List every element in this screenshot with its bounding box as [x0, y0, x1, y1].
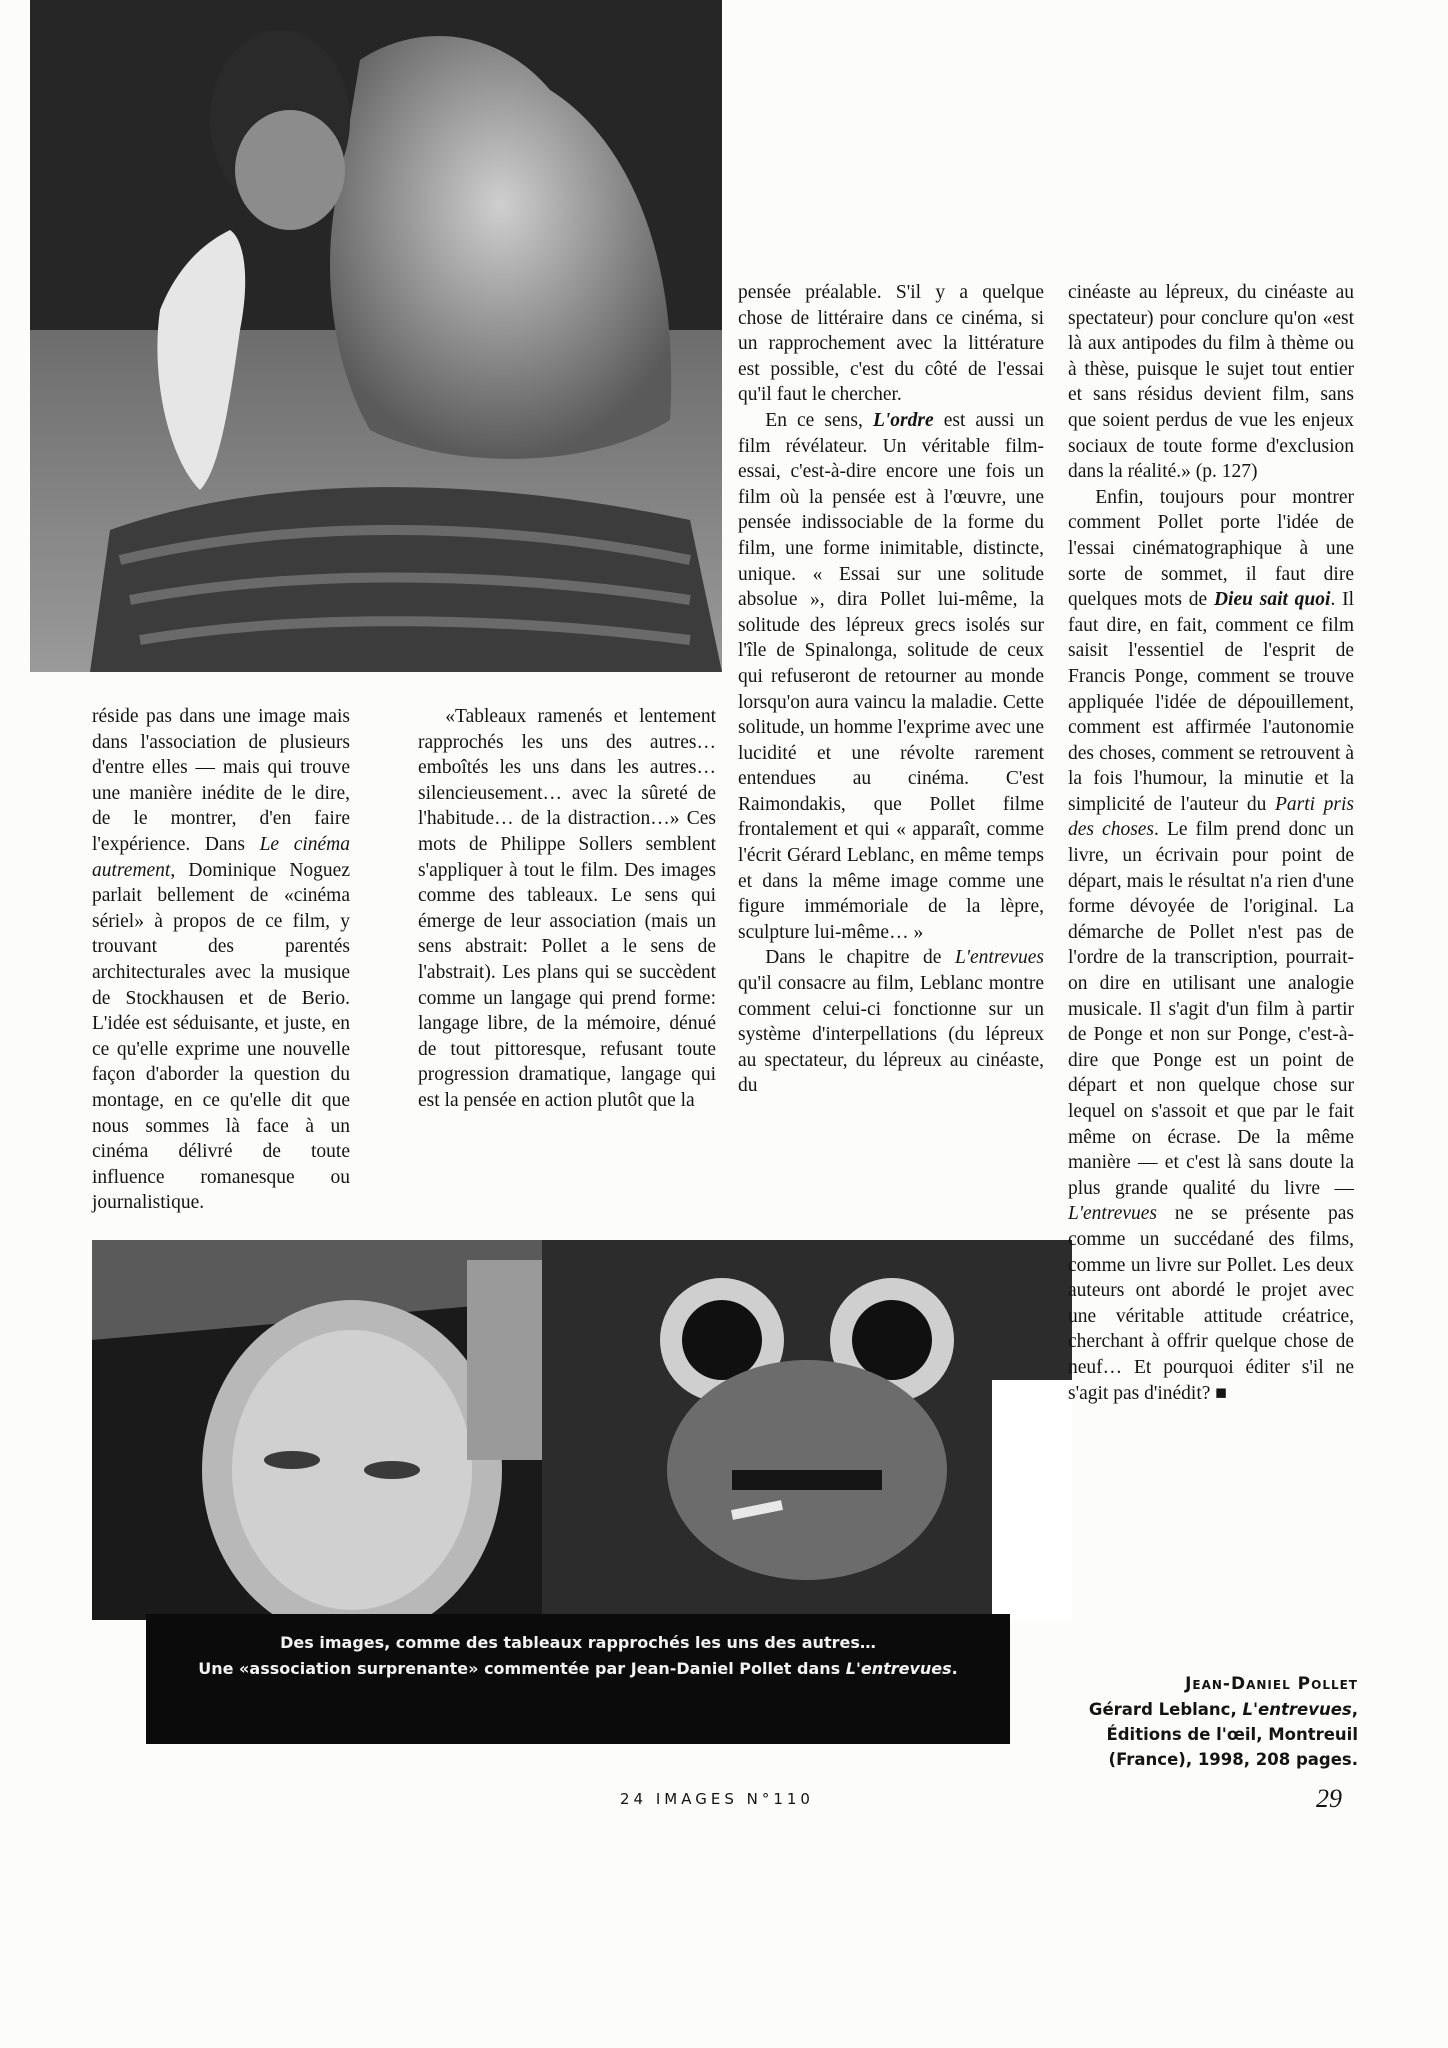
book-title: L'entrevues: [1068, 1203, 1158, 1225]
photo-caption: [146, 1614, 1010, 1744]
article-column-2: [418, 704, 716, 1114]
book-title: Le cinéma autrement: [92, 833, 351, 881]
col3-paragraph-3: Dans le chapitre de L'entrevues qu'il consacre au film, Leblanc montre comment celui-ci fonctionne sur un système d'interpellations (du lépreux au spectateur, du lépreux au cinéaste, du: [738, 947, 1045, 1097]
film-title: Dieu sait quoi: [1213, 589, 1331, 611]
credit-details: (France), 1998, 208 pages.: [1108, 1750, 1358, 1769]
end-of-article-mark: ■: [1215, 1382, 1228, 1404]
col2-paragraph-1: «Tableaux ramenés et lentement rapprochés les uns des autres… emboîtés les uns dans les autres… silencieusement… avec la sûreté de l'habitude… de la distraction…» Ces mots de Philippe Sollers semblent s'appliquer à tout le film. Des images comme des tableaux. Le sens qui émerge de leur association (mais un sens abstrait: Pollet a le sens de l'abstrait). Les plans qui se succèdent comme un langage qui prend forme: langage libre, de la mémoire, dénué de tout pittoresque, refusant toute progression dramatique, langage qui est la pensée en action plutôt que la: [418, 706, 716, 1111]
book-title: L'entrevues: [955, 947, 1045, 969]
col3-paragraph-2: En ce sens, L'ordre est aussi un film révélateur. Un véritable film-essai, c'est-à-dire encore une fois un film où la pensée est à l'œuvre, une pensée indissociable de la forme du film, une forme inimitable, distincte, unique. « Essai sur une solitude absolue », dira Pollet lui-même, la solitude des lépreux grecs isolés sur l'île de Spinalonga, solitude de ceux qui refuseront de retourner au monde lorsqu'on aura vaincu la maladie. Cette solitude, un homme l'exprime avec une lucidité et une révolte rarement entendues au cinéma. C'est Raimondakis, que Pollet filme frontalement et qui « apparaît, comme l'écrit Gérard Leblanc, en même temps et dans la même image comme une figure immémoriale de la lèpre, sculpture lui-même… »: [738, 409, 1045, 943]
credit-edition: Éditions de l'œil, Montreuil: [1106, 1725, 1358, 1744]
article-column-4: [1068, 280, 1354, 1406]
col4-paragraph-1: cinéaste au lépreux, du cinéaste au spectateur) pour conclure qu'on «est là aux antipodes du film à thème ou à thèse, puisque le sujet tout entier et sans résidus devient film, sans que soient perdus de vue les enjeux sociaux de toute forme d'exclusion dans la réalité.» (p. 127): [1068, 282, 1354, 483]
book-credit: [1068, 1672, 1358, 1772]
article-column-1: [92, 704, 350, 1216]
film-title: L'ordre: [872, 409, 934, 431]
credit-publisher-line: Gérard Leblanc, L'entrevues,: [1088, 1700, 1358, 1719]
page-number: 29: [1316, 1784, 1342, 1813]
magazine-footer: 24 IMAGES N°110: [620, 1790, 814, 1808]
book-title: Parti pris des choses: [1068, 793, 1355, 841]
col3-paragraph-1: pensée préalable. S'il y a quelque chose de littéraire dans ce cinéma, si un rapprochement avec la littérature est possible, c'est du côté de l'essai qu'il faut le chercher.: [738, 282, 1044, 406]
photo-montage-portraits: [92, 1240, 1072, 1620]
caption-line-1: Des images, comme des tableaux rapprochés les uns des autres…: [280, 1633, 876, 1652]
credit-author: Jean-Daniel Pollet: [1185, 1674, 1358, 1694]
article-column-3: [738, 280, 1044, 1099]
photo-man-with-dove: [30, 0, 722, 672]
col1-paragraph-1: réside pas dans une image mais dans l'association de plusieurs d'entre elles — mais qui trouve une manière inédite de le dire, de le montrer, d'en faire l'expérience. Dans Le cinéma autrement, Dominique Noguez parlait bellement de «cinéma sériel» à propos de ce film, y trouvant des parentés architecturales avec la musique de Stockhausen et de Berio. L'idée est séduisante, et juste, en ce qu'elle exprime une nouvelle façon d'aborder la question du montage, en ce qu'elle dit que nous sommes là face à un cinéma délivré de toute influence romanesque ou journalistique.: [92, 706, 351, 1214]
col4-paragraph-2: Enfin, toujours pour montrer comment Pollet porte l'idée de l'essai cinématographique à une sorte de sommet, il faut dire quelques mots de Dieu sait quoi. Il faut dire, en fait, comment ce film saisit l'essentiel de l'esprit de Francis Ponge, comment se trouve appliquée l'idée de dépouillement, comment est affirmée l'autonomie des choses, comment se retrouvent à la fois l'humour, la minutie et la simplicité de l'auteur du Parti pris des choses. Le film prend donc un livre, un écrivain pour point de départ, mais le résultat n'a rien d'une forme dévoyée de l'original. La démarche de Pollet n'est pas de l'ordre de la transcription, pourrait-on dire en utilisant une analogie musicale. Il s'agit d'un film à partir de Ponge et non sur Ponge, c'est-à-dire que Ponge est un point de départ et non quelque chose sur lequel on s'assoit et que par le fait même on écrase. De la même manière — et c'est là sans doute la plus grande qualité du livre — L'entrevues ne se présente pas comme un succédané des films, comme un livre sur Pollet. Les deux auteurs ont abordé le projet avec une véritable attitude créatrice, cherchant à offrir quelque chose de neuf… Et pourquoi éditer s'il ne s'agit pas d'inédit? ■: [1068, 486, 1355, 1404]
caption-line-2: Une «association surprenante» commentée par Jean-Daniel Pollet dans L'entrevues.: [198, 1659, 958, 1678]
